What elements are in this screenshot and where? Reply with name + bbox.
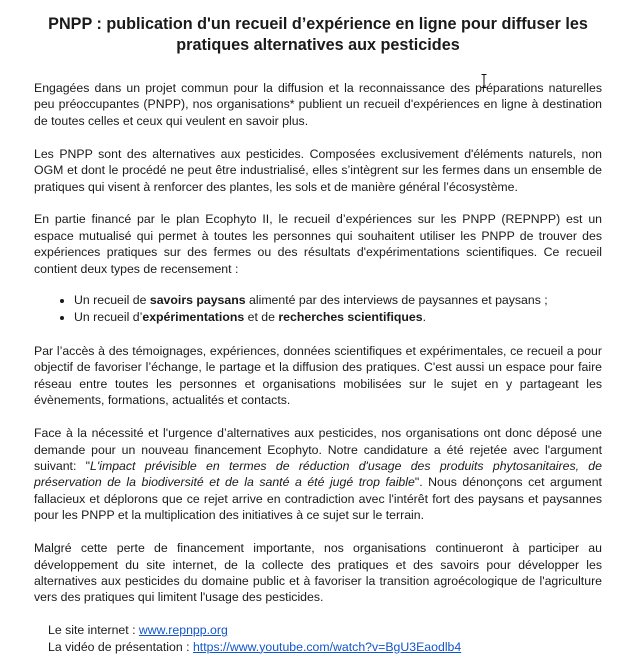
recensement-list — [34, 292, 602, 327]
video-link-row — [48, 639, 602, 655]
video-link[interactable]: https://www.youtube.com/watch?v=BgU3Eaodlb4 — [192, 639, 462, 654]
bullet2-mid: et de — [244, 310, 279, 325]
paragraph-pnpp-definition: Les PNPP sont des alternatives aux pesticides. Composées exclusivement d'éléments naturels, non OGM et dont le procédé ne peut être industrialisé, elles s’intègrent sur les fermes dans un ensemble de pratiques qui visent à renforcer des plantes, les sols et de manière général l’écosystème. — [34, 146, 602, 194]
bullet2-bold1: expérimentations — [142, 310, 245, 325]
list-item — [74, 292, 602, 310]
bullet2-post: . — [422, 310, 427, 325]
bullet2-bold2: recherches scientifiques — [278, 310, 423, 325]
paragraph-rejection — [34, 425, 602, 523]
list-item — [74, 309, 602, 327]
rejection-pre: Face à la nécessité et l'urgence d’alternatives aux pesticides, nos organisations ont donc déposé une demande pour un nouveau financement Ecophyto. Notre candidature a été rejetée avec l'argument suivant: " — [34, 426, 602, 473]
paragraph-repnpp: En partie financé par le plan Ecophyto II, le recueil d’expériences sur les PNPP (REPNPP) est un espace mutualisé qui permet à toutes les personnes qui souhaitent utiliser les PNPP de trouver des expériences pratiques sur des fermes ou des résultats d'expérimentations scientifiques. Ce recueil contient deux types de recensement : — [34, 212, 602, 276]
bullet1-bold: savoirs paysans — [149, 292, 246, 307]
rejection-quote: L'impact prévisible en termes de réduction d'usage des produits phytosanitaires, de préservation de la biodiversité et de la santé a été jugé trop faible — [34, 459, 602, 490]
paragraph-intro: Engagées dans un projet commun pour la diffusion et la reconnaissance des préparations naturelles peu préoccupantes (PNPP), nos organisations* publient un recueil d'expériences en ligne à destination de toutes celles et ceux qui veulent en savoir plus. — [34, 81, 602, 128]
site-link-row — [48, 622, 602, 638]
site-link-label: Le site internet : — [48, 623, 139, 638]
text-cursor-icon — [481, 74, 487, 88]
video-link-label: La vidéo de présentation : — [48, 639, 193, 654]
bullet1-post: alimenté par des interviews de paysannes et paysans ; — [245, 292, 548, 307]
paragraph-objectives: Par l’accès à des témoignages, expériences, données scientifiques et expérimentales, ce recueil a pour objectif de favoriser l’échange, le partage et la diffusion des pratiques. C'est aussi un espace pour faire réseau entre toutes les personnes et organisations mobilisées sur le sujet en y partageant les évènements, formations, actualités et contacts. — [34, 344, 602, 408]
links-block — [34, 622, 602, 655]
site-link[interactable]: www.repnpp.org — [138, 623, 228, 638]
document-title: PNPP : publication d'un recueil d’expérience en ligne pour diffuser les pratiques alternatives aux pesticides — [48, 15, 588, 54]
rejection-post: ". Nous dénonçons cet argument fallacieux et déplorons que ce rejet arrive en contradiction avec l'intérêt fort des paysans et paysannes pour les PNPP et la multiplication des initiatives à ce sujet sur le terrain. — [34, 475, 602, 523]
bullet1-pre: Un recueil de — [74, 292, 150, 307]
paragraph-conclusion: Malgré cette perte de financement importante, nos organisations continueront à participer au développement du site internet, de la collecte des pratiques et des savoirs pour développer les alternatives aux pesticides du domaine public et à favoriser la transition agroécologique de l'agriculture vers des pratiques qui limitent l'usage des pesticides. — [34, 541, 602, 605]
bullet2-pre: Un recueil d’ — [74, 310, 143, 325]
